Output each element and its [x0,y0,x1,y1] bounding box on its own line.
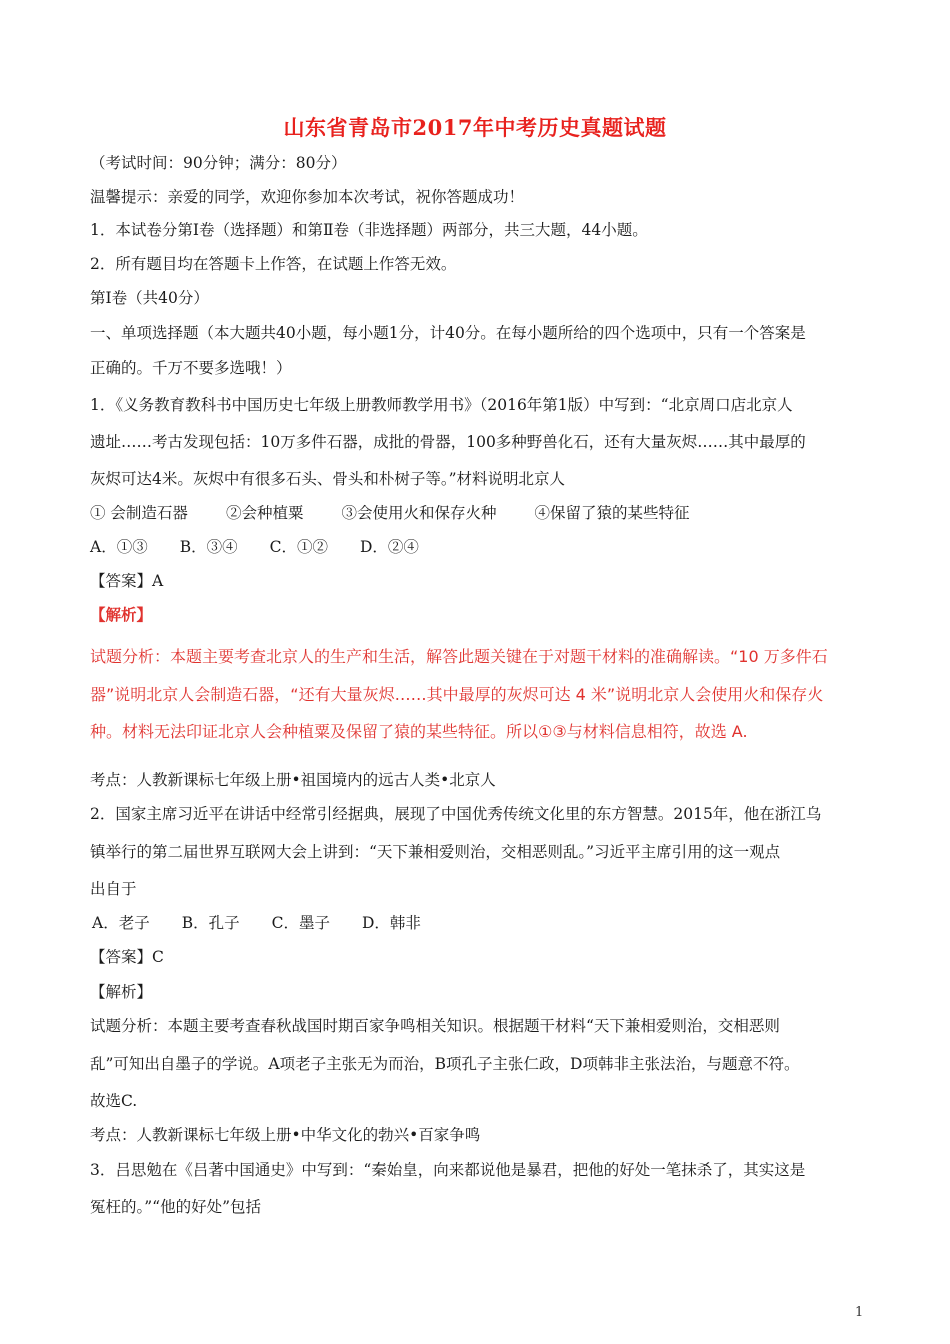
q1-analysis-line-2: 器”说明北京人会制造石器，“还有大量灰烬……其中最厚的灰烬可达 4 米”说明北京人会使用火和保存火 [90,685,824,704]
q1-item: ① 会制造石器 [90,504,188,522]
q1-analysis-heading: 【解析】 [90,605,153,624]
q3-stem-line-2: 冤枉的。”“他的好处”包括 [90,1198,262,1216]
section-heading: 第Ⅰ卷（共40分） [90,289,209,307]
q2-analysis-line-2: 乱”可知出自墨子的学说。A项老子主张无为而治，B项孔子主张仁政，D项韩非主张法治，与题意不符。 [90,1055,800,1073]
q1-stem-line-2: 遗址……考古发现包括：10万多件石器，成批的骨器，100多种野兽化石，还有大量灰烬……其中最厚的 [90,433,806,451]
q2-option: D．韩非 [361,914,421,932]
page-number: 1 [855,1305,864,1320]
q2-analysis-heading: 【解析】 [90,983,153,1001]
q2-stem-line-3: 出自于 [90,880,137,898]
q2-options [92,913,872,933]
q1-analysis-line-1: 试题分析：本题主要考查北京人的生产和生活，解答此题关键在于对题干材料的准确解读。“10 万多件石 [90,647,828,666]
tip-text: 温馨提示：亲爱的同学，欢迎你参加本次考试，祝你答题成功！ [90,188,525,206]
q2-stem-line-1: 2．国家主席习近平在讲话中经常引经据典，展现了中国优秀传统文化里的东方智慧。2015年，他在浙江乌 [90,805,822,823]
q1-option: A．①③ [90,538,148,556]
q1-stem-line-3: 灰烬可达4米。灰烬中有很多石头、骨头和朴树子等。”材料说明北京人 [90,470,566,488]
q2-analysis-line-1: 试题分析：本题主要考查春秋战国时期百家争鸣相关知识。根据题干材料“天下兼相爱则治，交相恶则 [90,1017,780,1035]
q1-knowledge-point: 考点：人教新课标七年级上册•祖国境内的远古人类•北京人 [90,771,496,789]
q1-options [90,537,870,557]
q2-analysis-line-3: 故选C. [90,1092,138,1110]
q1-option: C．①② [269,538,328,556]
part-instruction-line-1: 一、单项选择题（本大题共40小题，每小题1分，计40分。在每小题所给的四个选项中，只有一个答案是 [90,324,806,342]
exam-info: （考试时间：90分钟；满分：80分） [90,154,347,172]
q2-option: C．墨子 [271,914,330,932]
document-title: 山东省青岛市2017年中考历史真题试题 [283,115,667,140]
rule-2: 2．所有题目均在答题卡上作答，在试题上作答无效。 [90,255,457,273]
q1-answer: 【答案】A [90,572,164,590]
q2-option: A．老子 [92,914,150,932]
q1-items [90,503,870,523]
q1-item: ④保留了猿的某些特征 [534,504,690,522]
q2-answer: 【答案】C [90,948,164,966]
q3-stem-line-1: 3．吕思勉在《吕著中国通史》中写到：“秦始皇，向来都说他是暴君，把他的好处一笔抹杀了，其实这是 [90,1161,806,1179]
q1-option: B．③④ [179,538,238,556]
q1-stem-line-1: 1．《义务教育教科书中国历史七年级上册教师教学用书》（2016年第1版）中写到：“北京周口店北京人 [90,396,793,414]
part-instruction-line-2: 正确的。千万不要多选哦！） [90,359,292,377]
rule-1: 1．本试卷分第Ⅰ卷（选择题）和第Ⅱ卷（非选择题）两部分，共三大题，44小题。 [90,221,648,239]
q2-knowledge-point: 考点：人教新课标七年级上册•中华文化的勃兴•百家争鸣 [90,1126,481,1144]
q1-item: ③会使用火和保存火种 [341,504,497,522]
q1-item: ②会种植粟 [225,504,304,522]
q1-analysis-line-3: 种。材料无法印证北京人会种植粟及保留了猿的某些特征。所以①③与材料信息相符，故选 A. [90,722,748,741]
q2-option: B．孔子 [181,914,240,932]
q2-stem-line-2: 镇举行的第二届世界互联网大会上讲到：“天下兼相爱则治，交相恶则乱。”习近平主席引用的这一观点 [90,843,781,861]
q1-option: D．②④ [359,538,419,556]
